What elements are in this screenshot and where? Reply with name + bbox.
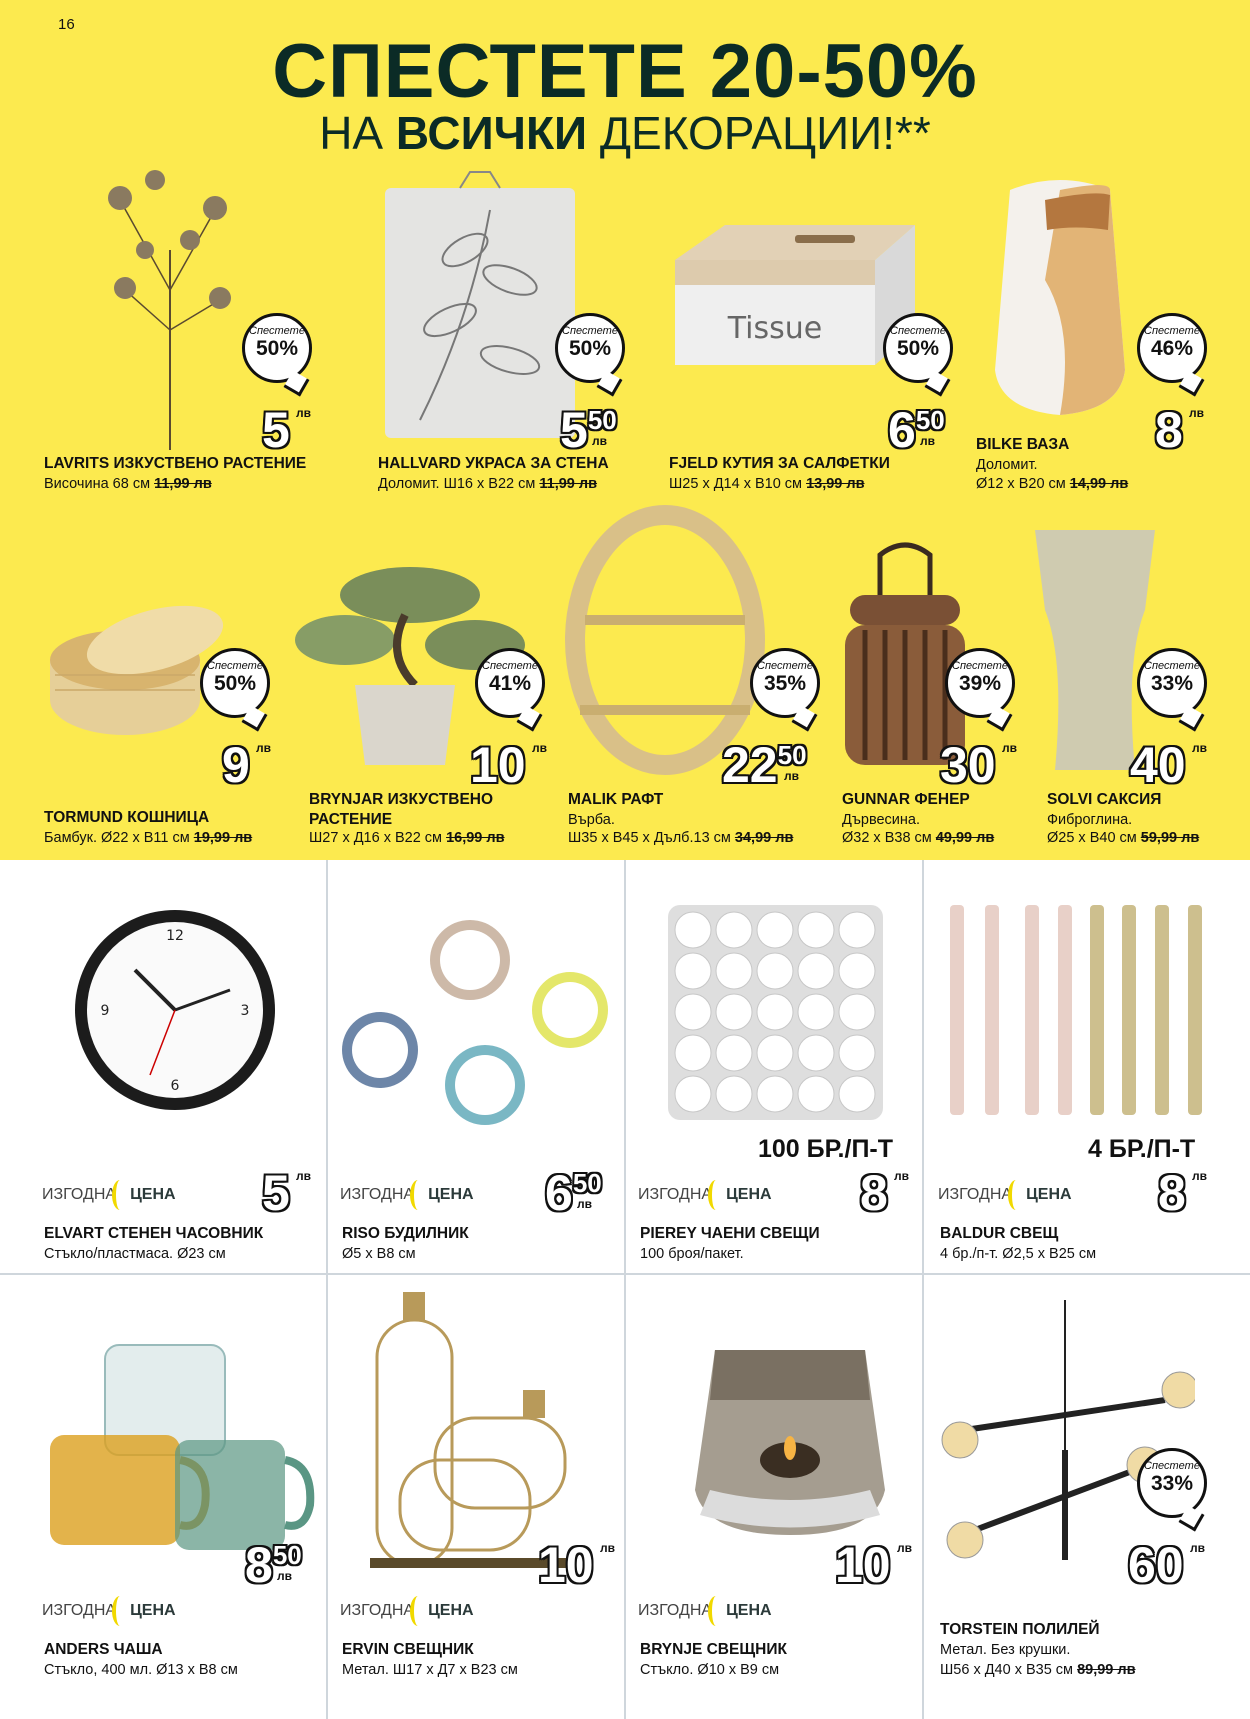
product-desc: Стъкло/пластмаса. Ø23 см bbox=[44, 1246, 226, 1262]
good-price-label: ИЗГОДНА ЦЕНА bbox=[638, 1596, 772, 1626]
save-badge: Спестете 50% bbox=[200, 648, 270, 718]
good-price-label: ИЗГОДНА ЦЕНА bbox=[340, 1596, 474, 1626]
svg-text:3: 3 bbox=[240, 1003, 250, 1019]
product-desc: Доломит. Ш16 x В22 см 11,99 лв bbox=[378, 476, 598, 492]
good-price-label: ИЗГОДНА ЦЕНА bbox=[340, 1180, 474, 1210]
save-badge: Спестете 50% bbox=[242, 313, 312, 383]
save-badge: Спестете 46% bbox=[1137, 313, 1207, 383]
save-badge: Спестете 35% bbox=[750, 648, 820, 718]
product-desc: Ш27 x Д16 x В22 см 16,99 лв bbox=[309, 830, 505, 846]
product-title: TORMUND КОШНИЦА bbox=[44, 809, 210, 826]
product-title: BALDUR СВЕЩ bbox=[940, 1225, 1059, 1242]
pack-quantity: 100 БР./П-Т bbox=[758, 1135, 894, 1163]
product-desc: Метал. Ш17 x Д7 x В23 см bbox=[342, 1662, 518, 1678]
good-price-label: ИЗГОДНА ЦЕНА bbox=[638, 1180, 772, 1210]
candle-holder-image bbox=[365, 1290, 580, 1575]
product-desc: Върба. bbox=[568, 812, 615, 828]
product-title: ELVART СТЕНЕН ЧАСОВНИК bbox=[44, 1225, 264, 1242]
product-desc: 100 броя/пакет. bbox=[640, 1246, 744, 1262]
product-desc: Фиброглина. bbox=[1047, 812, 1133, 828]
price-tag: 8 лв bbox=[1155, 402, 1204, 458]
grid-divider bbox=[326, 860, 328, 1719]
save-badge: Спестете 50% bbox=[883, 313, 953, 383]
save-badge: Спестете 39% bbox=[945, 648, 1015, 718]
taper-candles-image bbox=[940, 895, 1210, 1120]
tealights-image bbox=[668, 905, 883, 1120]
product-desc-dims: Ø12 x В20 см 14,99 лв bbox=[976, 476, 1129, 492]
product-desc: Ø5 x В8 см bbox=[342, 1246, 416, 1262]
product-desc: 4 бр./п-т. Ø2,5 x В25 см bbox=[940, 1246, 1097, 1262]
product-desc: Метал. Без крушки. bbox=[940, 1642, 1071, 1658]
product-title: GUNNAR ФЕНЕР bbox=[842, 791, 970, 808]
product-title: SOLVI САКСИЯ bbox=[1047, 791, 1162, 808]
product-title: HALLVARD УКРАСА ЗА СТЕНА bbox=[378, 455, 609, 472]
product-title: BRYNJE СВЕЩНИК bbox=[640, 1641, 787, 1658]
product-title-line2: РАСТЕНИЕ bbox=[309, 811, 393, 828]
product-title: ANDERS ЧАША bbox=[44, 1641, 163, 1658]
price-tag: 5 лв bbox=[262, 402, 311, 458]
grid-divider bbox=[0, 1273, 1250, 1275]
price-tag: 8 лв bbox=[860, 1165, 909, 1221]
product-desc: Бамбук. Ø22 x В11 см 19,99 лв bbox=[44, 830, 253, 846]
page-number: 16 bbox=[58, 16, 75, 33]
price-tag: 650 лв bbox=[888, 402, 945, 458]
product-title: ERVIN СВЕЩНИК bbox=[342, 1641, 474, 1658]
subheadline: НА ВСИЧКИ ДЕКОРАЦИИ!** bbox=[319, 107, 931, 159]
product-title: FJELD КУТИЯ ЗА САЛФЕТКИ bbox=[669, 455, 890, 472]
headline: СПЕСТЕТЕ 20-50% bbox=[272, 29, 978, 114]
vase-image bbox=[985, 170, 1135, 420]
price-tag: 40 лв bbox=[1130, 737, 1207, 793]
wall-decoration-image bbox=[380, 170, 580, 440]
save-badge: Спестете 50% bbox=[555, 313, 625, 383]
save-badge: Спестете 33% bbox=[1137, 648, 1207, 718]
price-tag: 60 лв bbox=[1128, 1537, 1205, 1593]
product-title: TORSTEIN ПОЛИЛЕЙ bbox=[940, 1621, 1100, 1638]
product-title: LAVRITS ИЗКУСТВЕНО РАСТЕНИЕ bbox=[44, 455, 307, 472]
grid-divider bbox=[624, 860, 626, 1719]
price-tag: 9 лв bbox=[222, 737, 271, 793]
svg-text:6: 6 bbox=[170, 1078, 180, 1094]
product-title: BRYNJAR ИЗКУСТВЕНО bbox=[309, 791, 494, 808]
price-tag: 10 лв bbox=[470, 737, 547, 793]
good-price-label: ИЗГОДНА ЦЕНА bbox=[938, 1180, 1072, 1210]
glass-mugs-image bbox=[45, 1335, 315, 1555]
good-price-label: ИЗГОДНА ЦЕНА bbox=[42, 1596, 176, 1626]
product-desc-dims: Ø25 x В40 см 59,99 лв bbox=[1047, 830, 1200, 846]
price-tag: 550 лв bbox=[560, 402, 617, 458]
save-badge: Спестете 41% bbox=[475, 648, 545, 718]
price-tag: 10 лв bbox=[835, 1537, 912, 1593]
grid-divider bbox=[922, 860, 924, 1719]
product-desc: Стъкло, 400 мл. Ø13 x В8 см bbox=[44, 1662, 238, 1678]
product-desc: Дървесина. bbox=[842, 812, 921, 828]
save-badge: Спестете 33% bbox=[1137, 1448, 1207, 1518]
price-tag: 10 лв bbox=[538, 1537, 615, 1593]
alarm-clocks-image bbox=[340, 900, 615, 1140]
product-title: MALIK РАФТ bbox=[568, 791, 664, 808]
price-tag: 5 лв bbox=[262, 1165, 311, 1221]
wall-clock-image bbox=[70, 905, 280, 1115]
product-desc-dims: Ш35 x В45 x Дълб.13 см 34,99 лв bbox=[568, 830, 794, 846]
svg-text:Tissue: Tissue bbox=[727, 311, 823, 346]
artificial-plant-image bbox=[95, 160, 235, 450]
product-desc-dims: Ш56 x Д40 x В35 см 89,99 лв bbox=[940, 1662, 1136, 1678]
product-desc: Височина 68 см 11,99 лв bbox=[44, 476, 212, 492]
svg-text:9: 9 bbox=[100, 1003, 110, 1019]
price-tag: 2250 лв bbox=[722, 737, 807, 793]
product-desc: Доломит. bbox=[976, 457, 1038, 473]
product-title: PIEREY ЧАЕНИ СВЕЩИ bbox=[640, 1225, 820, 1242]
price-tag: 650 лв bbox=[545, 1165, 602, 1221]
product-desc: Стъкло. Ø10 x В9 см bbox=[640, 1662, 780, 1678]
product-title: BILKE ВАЗА bbox=[976, 436, 1070, 453]
pack-quantity: 4 БР./П-Т bbox=[1088, 1135, 1196, 1163]
product-title: RISO БУДИЛНИК bbox=[342, 1225, 469, 1242]
svg-text:12: 12 bbox=[166, 928, 184, 944]
price-tag: 30 лв bbox=[940, 737, 1017, 793]
candle-jar-image bbox=[690, 1340, 890, 1540]
good-price-label: ИЗГОДНА ЦЕНА bbox=[42, 1180, 176, 1210]
price-tag: 8 лв bbox=[1158, 1165, 1207, 1221]
product-desc-dims: Ø32 x В38 см 49,99 лв bbox=[842, 830, 995, 846]
price-tag: 850 лв bbox=[245, 1537, 302, 1593]
wicker-shelf-image bbox=[565, 505, 765, 775]
product-desc: Ш25 x Д14 x В10 см 13,99 лв bbox=[669, 476, 865, 492]
